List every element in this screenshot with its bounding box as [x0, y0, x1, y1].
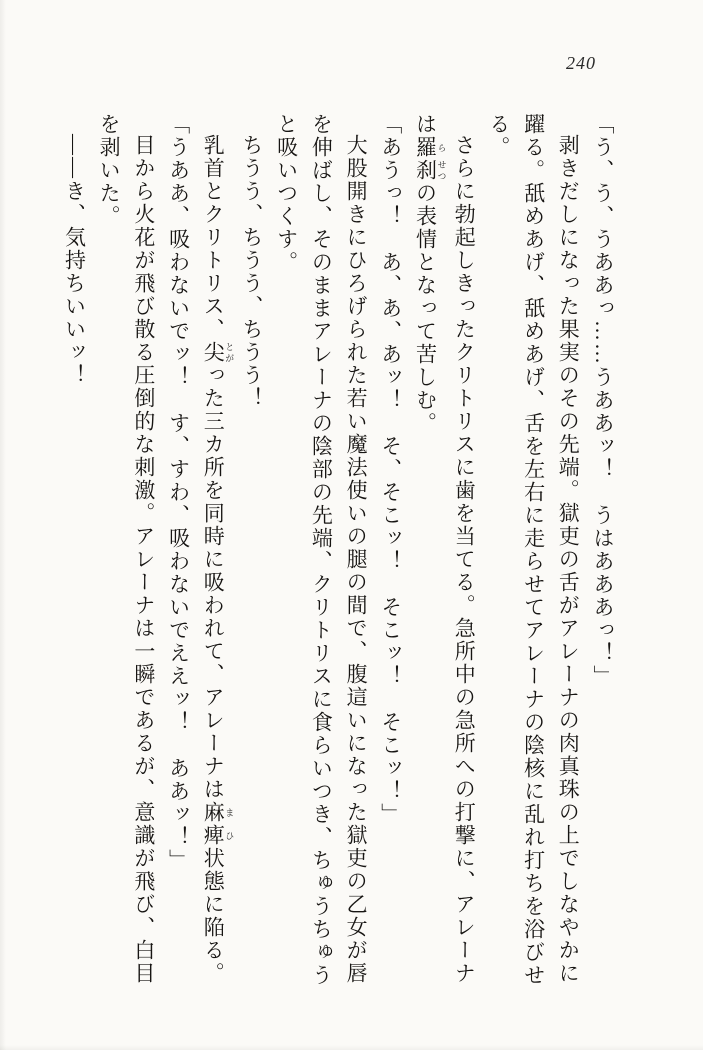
- furigana: とが: [224, 341, 235, 364]
- text-run: る。: [486, 113, 511, 159]
- text-run: 「う、う、うああっ……うああッ！ うはあああっ！」: [591, 113, 615, 688]
- ruby-annotated-word: 麻痺 まひ: [201, 801, 235, 847]
- text-run: ――き、気持ちいいッ！: [62, 134, 87, 387]
- scan-edge-shadow: [0, 1045, 703, 1050]
- text-run: さらに勃起しきったクリトリスに歯を当てる。急所中の急所への打撃に、アレーナ: [452, 134, 477, 985]
- text-column: [551, 113, 586, 1035]
- text-column: [408, 113, 447, 1035]
- text-run: ちうう、ちうう、ちうう！: [239, 134, 264, 410]
- text-column: [304, 113, 339, 1035]
- text-run: の表情となって苦しむ。: [413, 182, 438, 435]
- ruby-annotated-word: 尖 とが: [201, 341, 235, 364]
- text-run: と吸いつくす。: [274, 113, 299, 274]
- text-run: 大股開きにひろげられた若い魔法使いの腿の間で、腹這いになった獄吏の乙女が唇: [344, 134, 369, 985]
- scan-edge-shadow: [0, 0, 6, 1050]
- text-column: [373, 113, 408, 1035]
- vertical-text-block: [57, 113, 620, 1035]
- text-run: 躍る。舐めあげ、舐めあげ、舌を左右に走らせてアレーナの陰核に乱れ打ちを浴びせ: [521, 113, 546, 987]
- text-run: を伸ばし、そのままアレーナの陰部の先端、クリトリスに食らいつき、ちゅうちゅう: [309, 113, 334, 987]
- text-run: 乳首とクリトリス、: [201, 134, 226, 341]
- text-run: は: [413, 113, 438, 136]
- text-column: [338, 113, 373, 1035]
- text-column: [446, 113, 481, 1035]
- text-column: [234, 113, 269, 1035]
- text-run: った三カ所を同時に吸われて、アレーナは: [201, 364, 226, 801]
- text-column: [126, 113, 161, 1035]
- text-column: [481, 113, 516, 1035]
- text-run: 剥きだしになった果実のその先端。獄吏の舌がアレーナの肉真珠の上でしなやかに: [556, 134, 581, 985]
- text-column: [161, 113, 196, 1035]
- text-run: 目から火花が飛び散る圧倒的な刺激。アレーナは一瞬であるが、意識が飛び、白目: [131, 134, 156, 985]
- text-run: 「うああ、吸わないでッ！ す、すわ、吸わないでええッ！ ああッ！」: [166, 113, 191, 872]
- furigana: せつ: [436, 159, 447, 182]
- page-number: 240: [566, 53, 596, 73]
- text-column: [516, 113, 551, 1035]
- text-run: 「あうっ！ あ、あ、あッ！ そ、そこッ！ そこッ！ そこッ！」: [378, 113, 403, 826]
- furigana: まひ: [224, 801, 235, 847]
- text-column: [57, 113, 92, 1035]
- furigana: ら: [436, 136, 447, 159]
- ruby-annotated-word: 刹 せつ: [413, 159, 447, 182]
- text-column: [269, 113, 304, 1035]
- ruby-annotated-word: 羅 ら: [413, 136, 447, 159]
- text-column: [196, 113, 235, 1035]
- text-column: [91, 113, 126, 1035]
- text-run: を剥いた。: [97, 113, 122, 228]
- text-column: [585, 113, 620, 1035]
- text-run: 状態に陥る。: [201, 847, 226, 985]
